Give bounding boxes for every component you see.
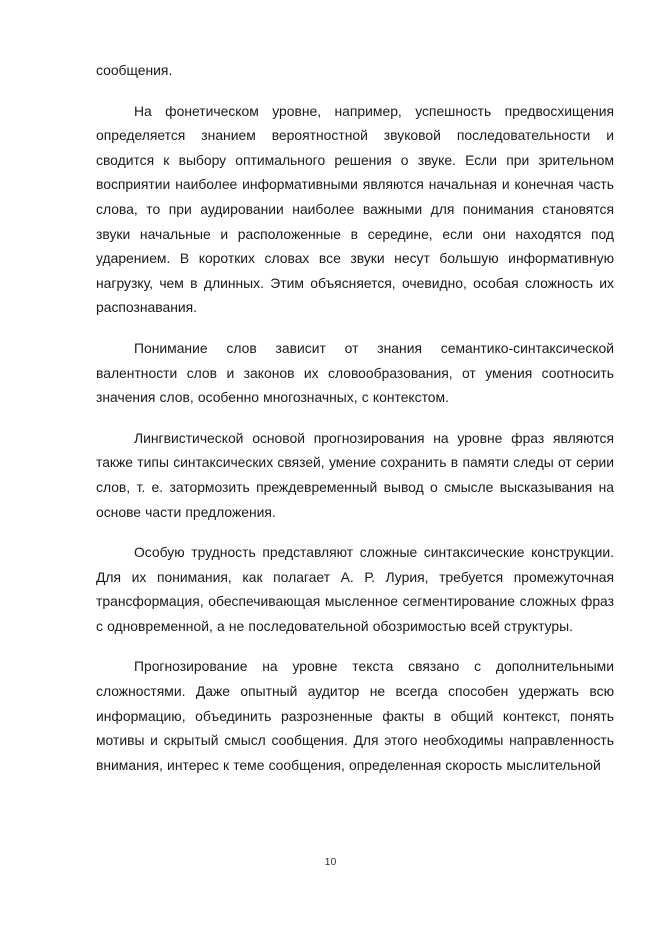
paragraph-syntactic-constructions: Особую трудность представляют сложные синтаксические конструкции. Для их понимания, как полагает А. Р. Лурия, требуется промежуточная трансформация, обеспечивающая мысленное сегментирование сложных фраз с одновременной, а не последовательной обозримостью всей структуры. (96, 544, 614, 634)
paragraph-text-level: Прогнозирование на уровне текста связано с дополнительными сложностями. Даже опытный аудитор не всегда способен удержать всю информацию, объединить разрозненные факты в общий контекст, понять мотивы и скрытый смысл сообщения. Для этого необходимы направленность внимания, интерес к теме сообщения, определенная скорость мыслительной (96, 658, 614, 773)
page-number: 10 (324, 856, 337, 868)
document-page (96, 58, 614, 777)
paragraph-word-understanding: Понимание слов зависит от знания семантико-синтаксической валентности слов и законов их словообразования, от умения соотносить значения слов, особенно многозначных, с контекстом. (96, 339, 614, 406)
paragraph-phonetic-level: На фонетическом уровне, например, успешность предвосхищения определяется знанием вероятностной звуковой последовательности и сводится к выбору оптимального решения о звуке. Если при зрительном восприятии наиболее информативными являются начальная и конечная часть слова, то при аудировании наиболее важными для понимания становятся звуки начальные и расположенные в середине, если они находятся под ударением. В коротких словах все звуки несут большую информативную нагрузку, чем в длинных. Этим объясняется, очевидно, особая сложность их распознавания. (96, 102, 614, 316)
paragraph-phrase-prediction: Лингвистической основой прогнозирования на уровне фраз являются также типы синтаксических связей, умение сохранить в памяти следы от серии слов, т. е. затормозить преждевременный вывод о смысле высказывания на основе части предложения. (96, 429, 614, 520)
paragraph-continuation: сообщения. (96, 62, 173, 78)
